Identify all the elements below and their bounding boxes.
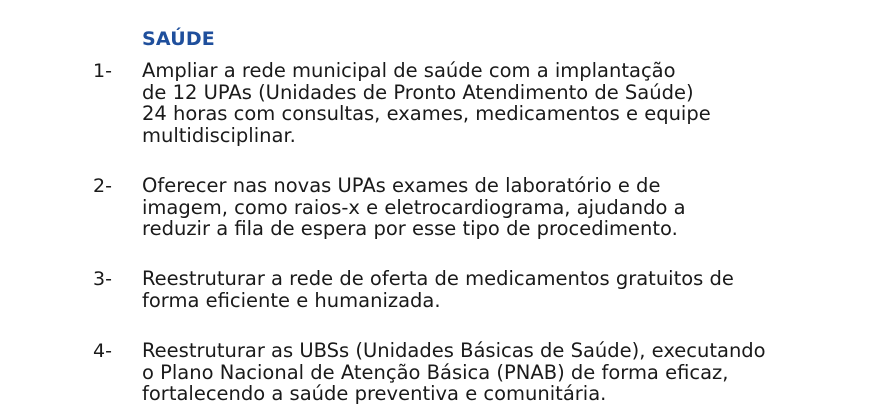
item-number: 4-: [93, 340, 112, 362]
item-text: [142, 60, 862, 146]
item-number: 2-: [93, 175, 112, 197]
item-line: reduzir a fila de espera por esse tipo de procedimento.: [142, 217, 678, 240]
item-text: [142, 175, 862, 240]
item-line: Reestruturar a rede de oferta de medicamentos gratuitos de: [142, 267, 734, 290]
item-line: Ampliar a rede municipal de saúde com a implantação: [142, 59, 676, 82]
item-number: 1-: [93, 60, 112, 82]
item-line: 24 horas com consultas, exames, medicamentos e equipe: [142, 102, 711, 125]
item-line: fortalecendo a saúde preventiva e comunitária.: [142, 382, 607, 405]
item-text: [142, 268, 862, 311]
item-line: o Plano Nacional de Atenção Básica (PNAB) de forma eficaz,: [142, 360, 729, 384]
item-line: forma eficiente e humanizada.: [142, 288, 441, 312]
section-heading: SAÚDE: [142, 28, 215, 50]
item-line: de 12 UPAs (Unidades de Pronto Atendimento de Saúde): [142, 80, 694, 104]
item-line: imagem, como raios-x e eletrocardiograma, ajudando a: [142, 195, 686, 219]
item-text: [142, 340, 862, 405]
item-number: 3-: [93, 268, 112, 290]
item-line: Oferecer nas novas UPAs exames de laboratório e de: [142, 174, 661, 197]
item-line: multidisciplinar.: [142, 123, 296, 147]
item-line: Reestruturar as UBSs (Unidades Básicas de Saúde), executando: [142, 339, 766, 362]
